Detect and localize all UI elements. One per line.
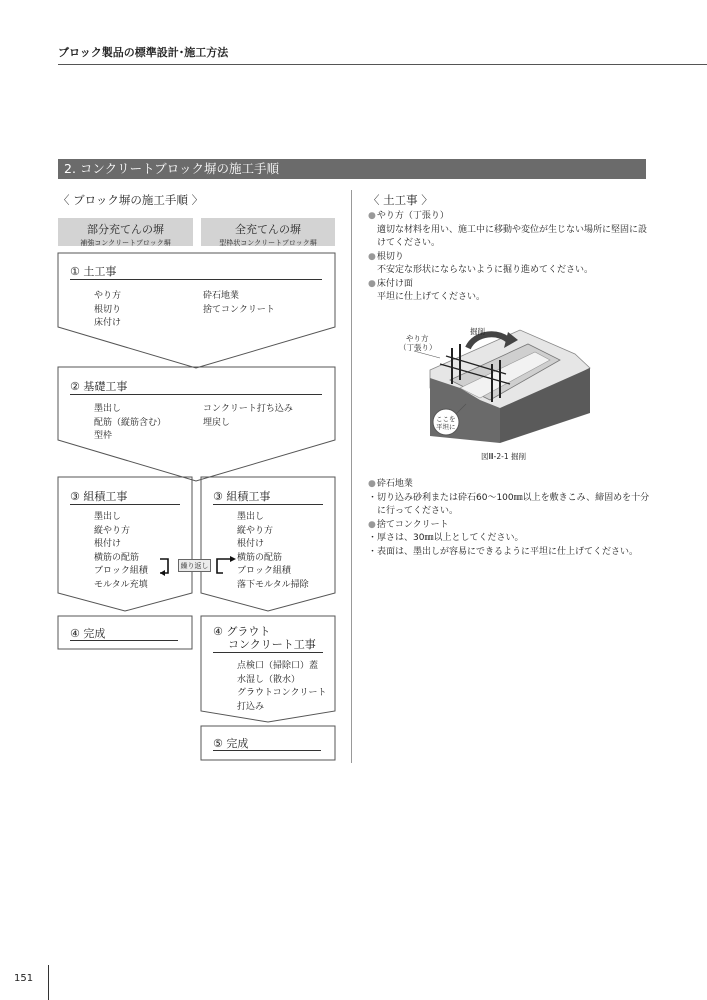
page-number: 151 (14, 973, 34, 984)
list-item: 捨てコンクリート (203, 304, 275, 315)
step1-title: ① 土工事 (70, 265, 117, 278)
list-item: 根切り (94, 304, 122, 315)
list-item: 床付け (94, 318, 122, 328)
figure-caption: 図Ⅲ-2-1 掘削 (481, 452, 527, 461)
note-body-line: 平坦に仕上げてください。 (377, 292, 486, 302)
figure-label-yarikata: やり方 (406, 334, 429, 343)
note-body-line: ・切り込み砂利または砕石60～100㎜以上を敷きこみ、締固めを十分 (368, 492, 650, 503)
list-item: 墨出し (94, 404, 122, 414)
list-item: 縦やり方 (237, 525, 274, 536)
list-item: グラウトコンクリート (237, 688, 327, 698)
note-body-line: ・厚さは、30㎜以上としてください。 (368, 533, 524, 543)
column-header-full-subtitle: 型枠状コンクリートブロック塀 (219, 239, 317, 247)
note-head-yarikata: ● やり方（丁張り） (368, 210, 668, 224)
step4b-list (237, 660, 326, 714)
right-notes-2 (368, 478, 688, 559)
column-header-partial-title: 部分充てんの塀 (87, 223, 164, 236)
list-item: 落下モルタル掃除 (237, 579, 309, 590)
step4a-underline (70, 640, 178, 641)
note-head-nekiri: ● 根切り (368, 251, 668, 265)
step4b-underline (213, 652, 323, 653)
list-item: モルタル充填 (94, 579, 148, 590)
note-body-line: 不安定な形状にならないように掘り進めてください。 (377, 265, 594, 275)
repeat-label: 繰り返し (178, 559, 211, 572)
figure-label-kussaku: 掘削 (470, 327, 485, 336)
right-heading: 〈 土工事 〉 (368, 193, 433, 207)
left-heading: 〈 ブロック塀の施工手順 〉 (58, 193, 204, 207)
list-item: やり方 (94, 291, 122, 301)
step2-underline (70, 394, 322, 395)
list-item: 墨出し (237, 512, 265, 522)
list-item: 砕石地業 (203, 291, 240, 301)
list-item: ブロック組積 (94, 566, 148, 576)
figure-label-chobari: （丁張り） (399, 343, 437, 352)
list-item: コンクリート打ち込み (203, 404, 293, 414)
list-item: 型枠 (94, 431, 113, 441)
list-item: ブロック組積 (237, 566, 291, 576)
step5-underline (213, 750, 321, 751)
step2-list-a (94, 403, 166, 444)
step4a-title: ④ 完成 (70, 627, 106, 640)
list-item: 根付け (237, 539, 265, 549)
step3b-list (237, 511, 309, 592)
section-title: 2. コンクリートブロック塀の施工手順 (58, 159, 646, 179)
column-header-full-title: 全充てんの塀 (235, 223, 301, 236)
list-item: 水湿し（散水） (237, 674, 301, 685)
step3a-underline (70, 504, 180, 505)
note-body-line: けてください。 (377, 238, 441, 248)
step3a-list (94, 511, 148, 592)
note-body-line: ・表面は、墨出しが容易にできるように平坦に仕上げてください。 (368, 546, 639, 557)
step1-list-a (94, 290, 121, 331)
list-item: 根付け (94, 539, 122, 549)
list-item: 墨出し (94, 512, 122, 522)
step4b-title-line1: ④ グラウト (213, 625, 271, 638)
repeat-bracket-right (217, 559, 231, 573)
step3b-underline (213, 504, 323, 505)
step4b-title-line2: コンクリート工事 (228, 638, 316, 651)
list-item: 点検口（掃除口）蓋 (237, 661, 319, 671)
list-item: 縦やり方 (94, 525, 131, 536)
step3a-title: ③ 組積工事 (70, 490, 128, 503)
right-notes (368, 210, 668, 305)
page-number-rule (48, 965, 49, 1000)
list-item: 埋戻し (203, 417, 231, 428)
list-item: 横筋の配筋 (94, 552, 140, 563)
note-head-sutecon: ● 捨てコンクリート (368, 519, 688, 533)
note-head-tokozuke: ● 床付け面 (368, 278, 668, 292)
step5-title: ⑤ 完成 (213, 737, 249, 750)
list-item: 横筋の配筋 (237, 552, 283, 563)
column-header-partial-subtitle: 補強コンクリートブロック塀 (80, 239, 171, 247)
repeat-arrow-left-head (160, 570, 165, 576)
step1-list-b (203, 290, 275, 317)
list-item: 打込み (237, 701, 265, 712)
repeat-arrow-right-head (230, 556, 236, 562)
header-title: ブロック製品の標準設計･施工方法 (58, 46, 229, 59)
step1-underline (70, 279, 322, 280)
note-body-line: に行ってください。 (368, 506, 459, 516)
step3b-title: ③ 組積工事 (213, 490, 271, 503)
step2-list-b (203, 403, 293, 430)
excavation-illustration (400, 318, 600, 448)
figure-label-koko: ここを (436, 415, 456, 423)
column-divider (351, 190, 352, 763)
figure-label-heitan: 平坦に (436, 423, 456, 431)
note-head-saiseki: ● 砕石地業 (368, 478, 688, 492)
list-item: 配筋（縦筋含む） (94, 417, 167, 428)
note-body-line: 適切な材料を用い、施工中に移動や変位が生じない場所に堅固に設 (377, 224, 648, 235)
step2-title: ② 基礎工事 (70, 380, 128, 393)
